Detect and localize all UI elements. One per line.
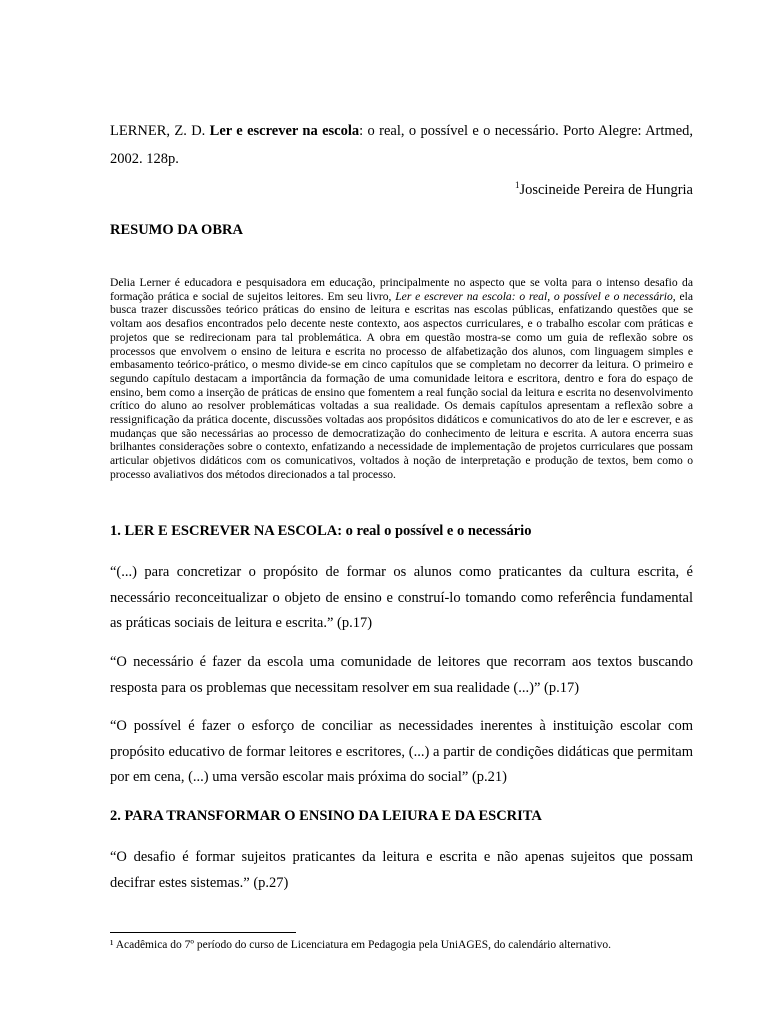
- footnote-marker: ¹: [110, 939, 114, 951]
- quote-1: “(...) para concretizar o propósito de formar os alunos como praticantes da cultura escrita, é necessário reconceitualizar o objeto de ensino e construí-lo tomando como referência fundamental as práticas sociais de leitura e escrita.” (p.17): [110, 564, 693, 631]
- section-2-heading: 2. PARA TRANSFORMAR O ENSINO DA LEIURA E DA ESCRITA: [110, 808, 542, 824]
- author-footnote-marker: 1: [514, 180, 520, 190]
- quote-3: “O possível é fazer o esforço de conciliar as necessidades inerentes à instituição escolar com propósito educativo de formar leitores e escritores, (...) a partir de condições didáticas que permitam por em cena, (...) uma versão escolar mais próxima do social” (p.21): [110, 718, 693, 785]
- author-line: [110, 180, 693, 199]
- footnote: [110, 938, 693, 952]
- footnote-divider: [110, 932, 296, 933]
- summary-heading: RESUMO DA OBRA: [110, 222, 243, 238]
- author-name: Joscineide Pereira de Hungria: [519, 182, 693, 198]
- summary-paragraph: [110, 276, 693, 482]
- reference-book-title: Ler e escrever na escola: [209, 123, 360, 139]
- summary-book-title: Ler e escrever na escola: o real, o possível e o necessário: [395, 289, 673, 303]
- summary-body: , ela busca trazer discussões teórico práticas do ensino de leitura e escritas nas escolas públicas, enfatizando questões que se voltam aos desafios encontrados pelo decente neste contexto, aos aspectos curriculares, e o trabalho escolar com práticas e projetos que se redirecionam para tal problemática. A obra em questão mostra-se como um guia de reflexão sobre os processos que envolvem o ensino de leitura e escrita no processo de alfabetização dos alunos, com linguagem simples e embasamento teórico-prático, o mesmo divide-se em cinco capítulos que se completam no decorrer da leitura. O primeiro e segundo capítulo destacam a importância da formação de uma comunidade leitora e escritora, dentro e fora do espaço de ensino, bem como a inserção de práticas de ensino que fomentem a real função social da leitura e escrita no desenvolvimento crítico do aluno ao resolver problemáticas voltadas a sua realidade. Os demais capítulos apresentam a reflexão sobre a ressignificação da prática docente, discussões voltadas aos propósitos didáticos e comunicativos do ato de ler e escrever, e as mudanças que são necessárias ao processo de democratização do conhecimento de leitura e escrita. A autora encerra suas brilhantes considerações sobre o contexto, enfatizando a necessidade de implementação de projetos curriculares que possam articular objetivos didáticos com os comunicativos, voltados à noção de interpretação e produção de textos, bem como o processo avaliativos dos métodos direcionados a tal processo.: [110, 289, 693, 481]
- summary-intro: Delia Lerner é educadora e pesquisadora em educação, principalmente no aspecto que se volta para o intenso desafio da formação prática e social de sujeitos leitores. Em seu livro,: [110, 276, 693, 303]
- footnote-text: Acadêmica do 7º período do curso de Licenciatura em Pedagogia pela UniAGES, do calendário alternativo.: [113, 939, 612, 951]
- bibliographic-reference: [110, 117, 693, 173]
- quote-4: “O desafio é formar sujeitos praticantes da leitura e escrita e não apenas sujeitos que possam decifrar estes sistemas.” (p.27): [110, 849, 693, 891]
- reference-prefix: LERNER, Z. D.: [110, 123, 210, 139]
- section-1-heading: 1. LER E ESCREVER NA ESCOLA: o real o possível e o necessário: [110, 523, 532, 539]
- quote-2: “O necessário é fazer da escola uma comunidade de leitores que recorram aos textos buscando resposta para os problemas que necessitam resolver em sua realidade (...)” (p.17): [110, 654, 693, 696]
- reference-rest: : o real, o possível e o necessário. Porto Alegre: Artmed, 2002. 128p.: [110, 123, 694, 167]
